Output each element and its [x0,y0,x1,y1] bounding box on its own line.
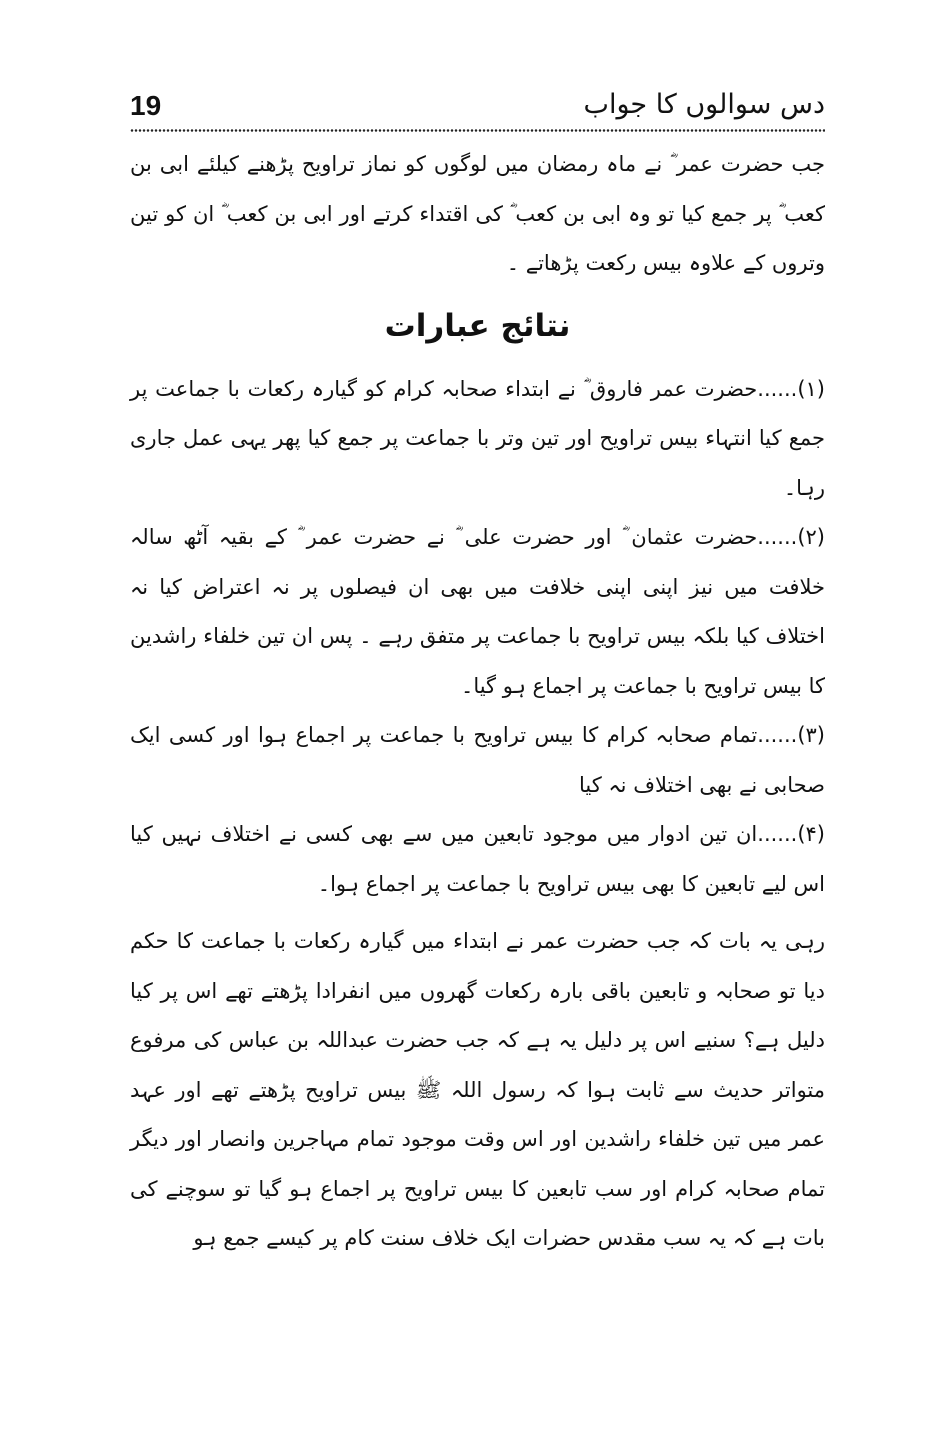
running-title: دس سوالوں کا جواب [583,89,825,120]
point-4: (۴)......ان تین ادوار میں موجود تابعین میں سے بھی کسی نے اختلاف نہیں کیا اس لیے تابعین کا بھی بیس تراویح با جماعت پر اجماع ہوا۔ [130,822,825,896]
page-number: 19 [130,90,162,121]
closing-paragraph: رہی یہ بات کہ جب حضرت عمر نے ابتداء میں گیارہ رکعات با جماعت کا حکم دیا تو صحابہ و تابعین باقی بارہ رکعات گھروں میں انفرادا پڑھتے تھے اس پر کیا دلیل ہے؟ سنیے اس پر دلیل یہ ہے کہ جب حضرت عبداللہ بن عباس کی مرفوع متواتر حدیث سے ثابت ہوا کہ رسول اللہ ﷺ بیس تراویح پڑھتے تھے اور عہد عمر میں تین خلفاء راشدین اور اس وقت موجود تمام مہاجرین وانصار اور دیگر تمام صحابہ کرام اور سب تابعین کا بیس تراویح پر اجماع ہو گیا تو سوچنے کی بات ہے کہ یہ سب مقدس حضرات ایک خلاف سنت کام پر کیسے جمع ہو [130,929,825,1250]
intro-paragraph: جب حضرت عمر ؓ نے ماہ رمضان میں لوگوں کو نماز تراویح پڑھنے کیلئے ابی بن کعب ؓ پر جمع کیا تو وہ ابی بن کعب ؓ کی اقتداء کرتے اور ابی بن کعب ؓ ان کو تین وتروں کے علاوہ بیس رکعت پڑھاتے ۔ [130,152,825,275]
point-2: (۲)......حضرت عثمان ؓ اور حضرت علی ؓ نے حضرت عمر ؓ کے بقیہ آٹھ سالہ خلافت میں نیز اپنی اپنی خلافت میں بھی ان فیصلوں پر نہ اعتراض کیا نہ اختلاف کیا بلکہ بیس تراویح با جماعت پر متفق رہے ۔ پس ان تین خلفاء راشدین کا بیس تراویح با جماعت پر اجماع ہو گیا۔ [130,525,825,698]
body-text [130,140,825,1264]
header-divider [130,128,825,133]
section-heading: نتائج عبارات [384,307,571,344]
page-header [130,86,825,130]
point-1: (۱)......حضرت عمر فاروق ؓ نے ابتداء صحابہ کرام کو گیارہ رکعات با جماعت پر جمع کیا انتہاء بیس تراویح اور تین وتر با جماعت پر جمع کیا پھر یہی عمل جاری رہا۔ [130,376,825,500]
point-3: (۳)......تمام صحابہ کرام کا بیس تراویح با جماعت پر اجماع ہوا اور کسی ایک صحابی نے بھی اختلاف نہ کیا [130,723,825,797]
